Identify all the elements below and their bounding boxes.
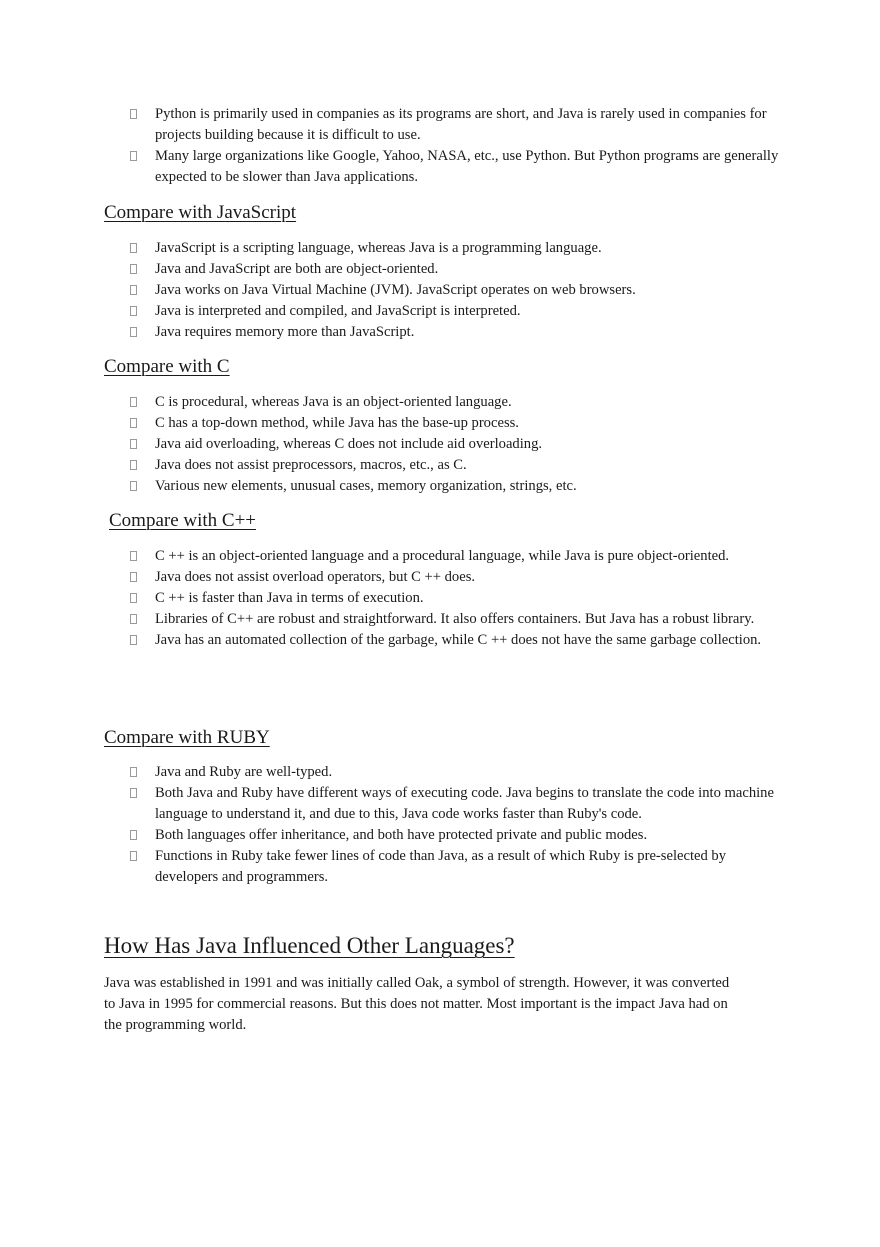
checkbox-bullet-icon (130, 635, 137, 645)
checkbox-bullet-icon (130, 285, 137, 295)
list-item: Python is primarily used in companies as its programs are short, and Java is rarely used in companies for projects building because it is difficult to use. (130, 104, 790, 146)
checkbox-bullet-icon (130, 551, 137, 561)
list-item: Java requires memory more than JavaScript. (130, 322, 790, 343)
cpp-comparison-list (130, 546, 790, 651)
python-comparison-list (130, 104, 790, 188)
checkbox-bullet-icon (130, 788, 137, 798)
list-item: Java is interpreted and compiled, and JavaScript is interpreted. (130, 301, 790, 322)
list-item: Java and Ruby are well-typed. (130, 762, 790, 783)
checkbox-bullet-icon (130, 243, 137, 253)
list-item: Java does not assist preprocessors, macros, etc., as C. (130, 455, 790, 476)
list-item: Java aid overloading, whereas C does not include aid overloading. (130, 434, 790, 455)
list-item: C is procedural, whereas Java is an object-oriented language. (130, 392, 790, 413)
list-item: Java has an automated collection of the garbage, while C ++ does not have the same garbage collection. (130, 630, 790, 651)
list-item: JavaScript is a scripting language, whereas Java is a programming language. (130, 238, 790, 259)
list-item: Java works on Java Virtual Machine (JVM). JavaScript operates on web browsers. (130, 280, 790, 301)
checkbox-bullet-icon (130, 830, 137, 840)
checkbox-bullet-icon (130, 481, 137, 491)
section-heading-ruby: Compare with RUBY (104, 727, 270, 748)
ruby-comparison-list (130, 762, 790, 888)
list-item: C has a top-down method, while Java has the base-up process. (130, 413, 790, 434)
list-item: Both languages offer inheritance, and both have protected private and public modes. (130, 825, 790, 846)
checkbox-bullet-icon (130, 327, 137, 337)
list-item: Java does not assist overload operators, but C ++ does. (130, 567, 790, 588)
list-item: Various new elements, unusual cases, memory organization, strings, etc. (130, 476, 790, 497)
checkbox-bullet-icon (130, 593, 137, 603)
checkbox-bullet-icon (130, 851, 137, 861)
section-heading-cpp: Compare with C++ (109, 510, 257, 531)
list-item: C ++ is faster than Java in terms of execution. (130, 588, 790, 609)
list-item: Both Java and Ruby have different ways of executing code. Java begins to translate the code into machine language to understand it, and due to this, Java code works faster than Ruby's code. (130, 783, 790, 825)
section-heading-c: Compare with C (104, 356, 230, 377)
section-heading-javascript: Compare with JavaScript (104, 202, 297, 223)
list-item: C ++ is an object-oriented language and a procedural language, while Java is pure object-oriented. (130, 546, 790, 567)
list-item: Many large organizations like Google, Yahoo, NASA, etc., use Python. But Python programs are generally expected to be slower than Java applications. (130, 146, 790, 188)
list-item: Functions in Ruby take fewer lines of code than Java, as a result of which Ruby is pre-selected by developers and programmers. (130, 846, 790, 888)
checkbox-bullet-icon (130, 306, 137, 316)
checkbox-bullet-icon (130, 572, 137, 582)
checkbox-bullet-icon (130, 460, 137, 470)
list-item: Libraries of C++ are robust and straightforward. It also offers containers. But Java has a robust library. (130, 609, 790, 630)
influence-paragraph: Java was established in 1991 and was initially called Oak, a symbol of strength. However, it was converted to Java in 1995 for commercial reasons. But this does not matter. Most important is the impact Java had on the programming world. (104, 975, 730, 1033)
page-title-influence: How Has Java Influenced Other Languages? (104, 933, 515, 958)
list-item: Java and JavaScript are both are object-oriented. (130, 259, 790, 280)
checkbox-bullet-icon (130, 151, 137, 161)
checkbox-bullet-icon (130, 418, 137, 428)
checkbox-bullet-icon (130, 767, 137, 777)
checkbox-bullet-icon (130, 439, 137, 449)
checkbox-bullet-icon (130, 397, 137, 407)
checkbox-bullet-icon (130, 109, 137, 119)
checkbox-bullet-icon (130, 614, 137, 624)
javascript-comparison-list (130, 238, 790, 343)
checkbox-bullet-icon (130, 264, 137, 274)
c-comparison-list (130, 392, 790, 497)
